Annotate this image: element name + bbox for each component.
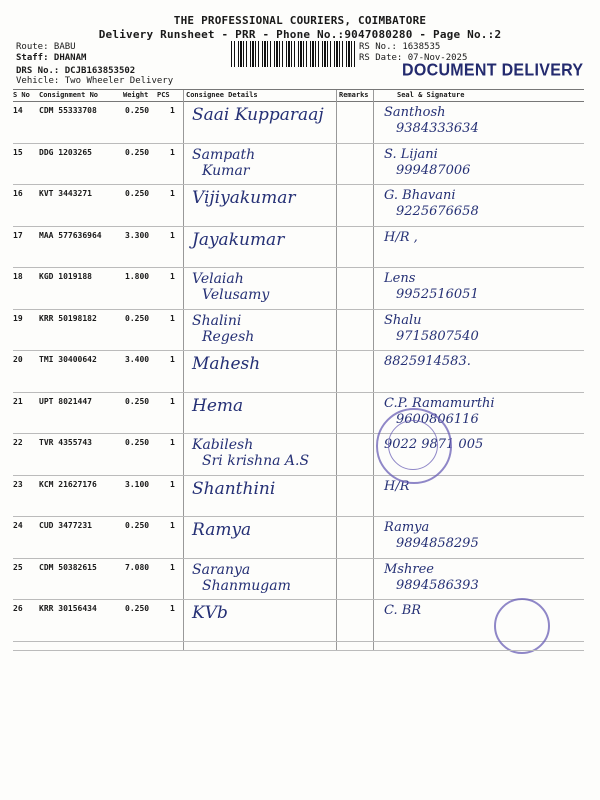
consignee-name: Shanthini: [192, 478, 276, 499]
serial-number: 17: [13, 230, 23, 240]
receiver-signature: S. Lijani: [384, 146, 438, 162]
consignment-number: KRR 50198182: [39, 313, 97, 323]
consignee-name: Velusamy: [202, 287, 270, 303]
weight-value: 3.400: [125, 355, 150, 364]
rs-number: RS No.: 1638535: [359, 42, 441, 52]
consignment-number: CUD 3477231: [39, 521, 92, 530]
consignee-name: Vijiyakumar: [192, 188, 296, 208]
receiver-signature: Santhosh: [384, 105, 446, 120]
drs-number: DRS No.: DCJB163853502: [16, 66, 136, 76]
row-divider: [13, 184, 584, 185]
serial-number: 14: [13, 106, 23, 115]
consignment-number: MAA 577636964: [39, 230, 102, 240]
serial-number: 18: [13, 272, 23, 281]
serial-number: 21: [13, 396, 23, 406]
pieces-count: 1: [170, 313, 175, 323]
col-header-pcs: PCS: [157, 91, 170, 99]
weight-value: 0.250: [125, 396, 150, 406]
col-header-remarks: Remarks: [339, 91, 369, 99]
row-divider: [13, 599, 584, 600]
route-label: Route: BABU: [16, 42, 76, 52]
receiver-signature: H/R: [384, 478, 410, 494]
consignee-name: Shalini: [192, 312, 242, 329]
seal-stamp-inner: [388, 420, 438, 470]
pieces-count: 1: [170, 272, 175, 281]
barcode-image: [231, 41, 355, 67]
receiver-signature: 9894586393: [396, 577, 479, 593]
weight-value: 0.250: [125, 521, 150, 530]
row-divider: [13, 226, 584, 227]
consignee-name: Kumar: [202, 162, 250, 179]
pieces-count: 1: [170, 396, 175, 406]
consignment-number: TVR 4355743: [39, 438, 92, 447]
details-column-divider: [183, 90, 184, 650]
remarks-column-divider: [336, 90, 337, 650]
row-divider: [13, 309, 584, 310]
weight-value: 1.800: [125, 272, 150, 281]
row-divider: [13, 433, 584, 434]
consignee-name: KVb: [192, 603, 228, 623]
receiver-signature: 9384333634: [396, 121, 479, 136]
consignment-number: DDG 1203265: [39, 147, 92, 157]
weight-value: 0.250: [125, 604, 150, 613]
receiver-signature: Ramya: [384, 520, 430, 535]
consignee-name: Saranya: [192, 561, 251, 578]
row-divider: [13, 558, 584, 559]
table-top-rule: [13, 89, 584, 90]
weight-value: 0.250: [125, 313, 150, 323]
col-header-sno: S No: [13, 91, 30, 99]
pieces-count: 1: [170, 106, 175, 115]
receiver-signature: 9225676658: [396, 204, 479, 219]
weight-value: 3.100: [125, 479, 150, 489]
row-divider: [13, 350, 584, 351]
receiver-signature: Mshree: [384, 561, 434, 577]
serial-number: 25: [13, 562, 23, 572]
receiver-signature: C. BR: [384, 603, 422, 618]
pieces-count: 1: [170, 147, 175, 157]
consignee-name: Jayakumar: [192, 229, 285, 250]
consignee-name: Ramya: [192, 520, 252, 540]
signature-column-divider: [373, 90, 374, 650]
consignee-name: Mahesh: [192, 354, 261, 374]
table-header-rule: [13, 101, 584, 102]
receiver-signature: Lens: [384, 271, 416, 286]
consignment-number: UPT 8021447: [39, 396, 92, 406]
receiver-signature: 999487006: [396, 162, 471, 178]
document-delivery-stamp: DOCUMENT DELIVERY: [402, 61, 584, 80]
weight-value: 0.250: [125, 106, 150, 115]
serial-number: 16: [13, 189, 23, 198]
row-divider: [13, 392, 584, 393]
consignment-number: CDM 50382615: [39, 562, 97, 572]
rs-date: RS Date: 07-Nov-2025: [359, 53, 468, 63]
receiver-signature: C.P. Ramamurthi: [384, 395, 495, 411]
serial-number: 20: [13, 355, 23, 364]
receiver-signature: Shalu: [384, 312, 422, 328]
consignee-name: Kabilesh: [192, 437, 254, 453]
consignment-number: KRR 30156434: [39, 604, 97, 613]
weight-value: 7.080: [125, 562, 150, 572]
table-bottom-rule: [13, 650, 584, 651]
row-divider: [13, 516, 584, 517]
weight-value: 3.300: [125, 230, 150, 240]
runsheet-title: Delivery Runsheet - PRR - Phone No.:9047080280 - Page No.:2: [98, 28, 502, 41]
receiver-signature: H/R ,: [384, 229, 418, 245]
row-divider: [13, 475, 584, 476]
row-divider: [13, 267, 584, 268]
serial-number: 24: [13, 521, 23, 530]
consignee-name: Saai Kupparaaj: [192, 105, 324, 125]
consignment-number: KVT 3443271: [39, 189, 92, 198]
vehicle-label: Vehicle: Two Wheeler Delivery: [16, 76, 174, 86]
col-header-seal-signature: Seal & Signature: [397, 91, 465, 99]
serial-number: 26: [13, 604, 23, 613]
receiver-signature: 9600806116: [396, 411, 479, 427]
receiver-signature: G. Bhavani: [384, 188, 456, 203]
consignment-number: KCM 21627176: [39, 479, 97, 489]
consignment-number: KGD 1019188: [39, 272, 92, 281]
receiver-signature: 9894858295: [396, 536, 479, 551]
serial-number: 22: [13, 438, 23, 447]
consignee-name: Shanmugam: [202, 577, 291, 594]
weight-value: 0.250: [125, 438, 150, 447]
consignee-name: Regesh: [202, 328, 255, 345]
consignment-number: TMI 30400642: [39, 355, 97, 364]
pieces-count: 1: [170, 355, 175, 364]
receiver-signature: 9715807540: [396, 328, 479, 344]
consignment-number: CDM 55333708: [39, 106, 97, 115]
serial-number: 23: [13, 479, 23, 489]
serial-number: 15: [13, 147, 23, 157]
pieces-count: 1: [170, 479, 175, 489]
consignee-name: Sampath: [192, 146, 256, 163]
bank-seal-stamp: [494, 598, 550, 654]
col-header-consignment: Consignment No: [39, 91, 99, 99]
consignee-name: Sri krishna A.S: [202, 453, 310, 469]
consignee-name: Velaiah: [192, 271, 244, 287]
receiver-signature: 9022 9871 005: [384, 437, 484, 452]
receiver-signature: 8825914583.: [384, 354, 471, 369]
col-header-weight: Weight: [123, 91, 149, 99]
company-title: THE PROFESSIONAL COURIERS, COIMBATORE: [173, 14, 427, 27]
weight-value: 0.250: [125, 147, 150, 157]
consignee-name: Hema: [192, 395, 244, 416]
receiver-signature: 9952516051: [396, 287, 479, 302]
staff-label: Staff: DHANAM: [16, 53, 87, 63]
col-header-consignee: Consignee Details: [186, 91, 258, 99]
serial-number: 19: [13, 313, 23, 323]
pieces-count: 1: [170, 521, 175, 530]
pieces-count: 1: [170, 230, 175, 240]
pieces-count: 1: [170, 438, 175, 447]
pieces-count: 1: [170, 604, 175, 613]
pieces-count: 1: [170, 189, 175, 198]
row-divider: [13, 143, 584, 144]
weight-value: 0.250: [125, 189, 150, 198]
pieces-count: 1: [170, 562, 175, 572]
